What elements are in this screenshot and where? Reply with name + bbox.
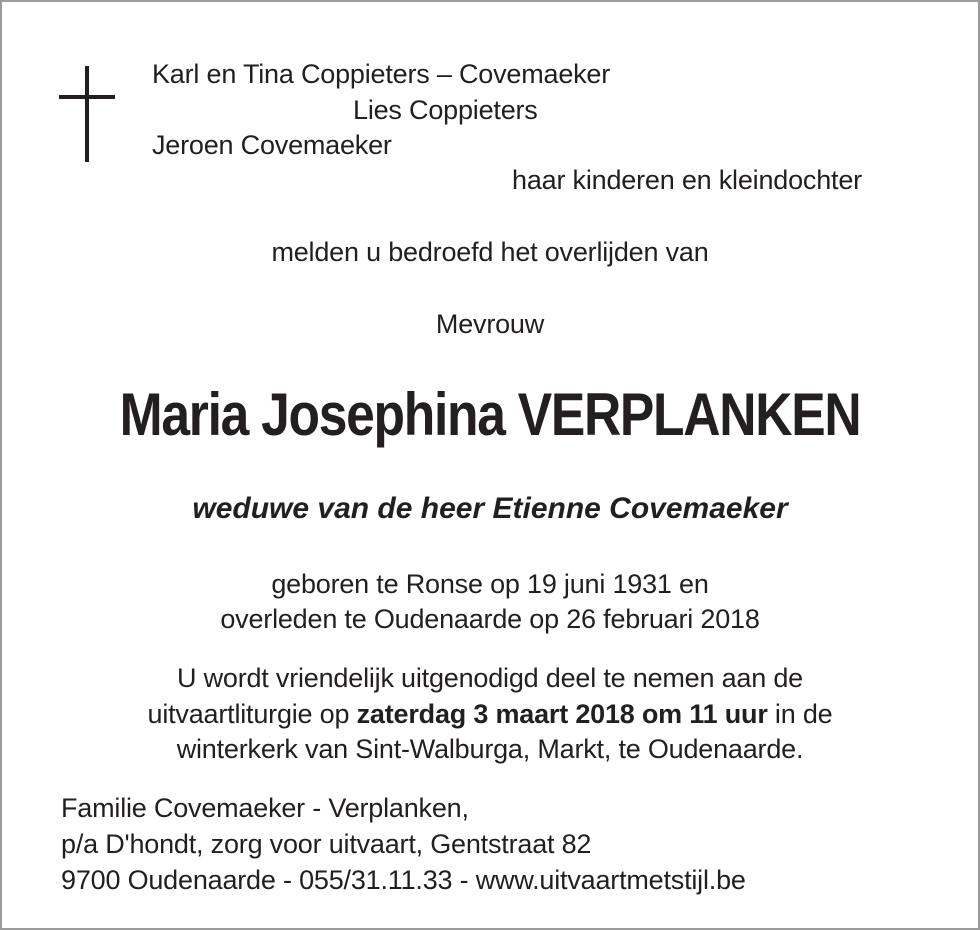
widow-of-text: weduwe van de heer Etienne Covemaeker bbox=[192, 492, 788, 525]
cross-horizontal-bar bbox=[59, 95, 115, 99]
died-text: overleden te Oudenaarde op 26 februari 2018 bbox=[220, 604, 760, 634]
invitation-line-2-pre: uitvaartliturgie op bbox=[147, 699, 357, 729]
contact-line-1: Familie Covemaeker - Verplanken, bbox=[61, 793, 469, 823]
invitation-line-1: U wordt vriendelijk uitgenodigd deel te nemen aan de bbox=[176, 663, 803, 693]
contact-line-2: p/a D'hondt, zorg voor uitvaart, Gentstraat 82 bbox=[61, 829, 592, 859]
invitation-line-3: winterkerk van Sint-Walburga, Markt, te Oudenaarde. bbox=[176, 734, 804, 764]
family-line-4: haar kinderen en kleindochter bbox=[512, 165, 862, 195]
family-line-2: Lies Coppieters bbox=[353, 95, 538, 125]
invitation-line-2 bbox=[2, 698, 978, 730]
family-line-1: Karl en Tina Coppieters – Covemaeker bbox=[152, 59, 611, 89]
cross-vertical-bar bbox=[85, 66, 89, 162]
funeral-date-time: zaterdag 3 maart 2018 om 11 uur bbox=[356, 699, 768, 729]
cross-icon bbox=[59, 66, 115, 162]
contact-line-3: 9700 Oudenaarde - 055/31.11.33 - www.uitvaartmetstijl.be bbox=[61, 865, 746, 895]
born-text: geboren te Ronse op 19 juni 1931 en bbox=[271, 569, 709, 599]
invitation-line-2-post: in de bbox=[767, 699, 833, 729]
deceased-name: Maria Josephina VERPLANKEN bbox=[119, 381, 861, 448]
title-text: Mevrouw bbox=[435, 309, 545, 339]
family-line-3: Jeroen Covemaeker bbox=[152, 130, 392, 160]
announcement-text: melden u bedroefd het overlijden van bbox=[271, 237, 709, 267]
